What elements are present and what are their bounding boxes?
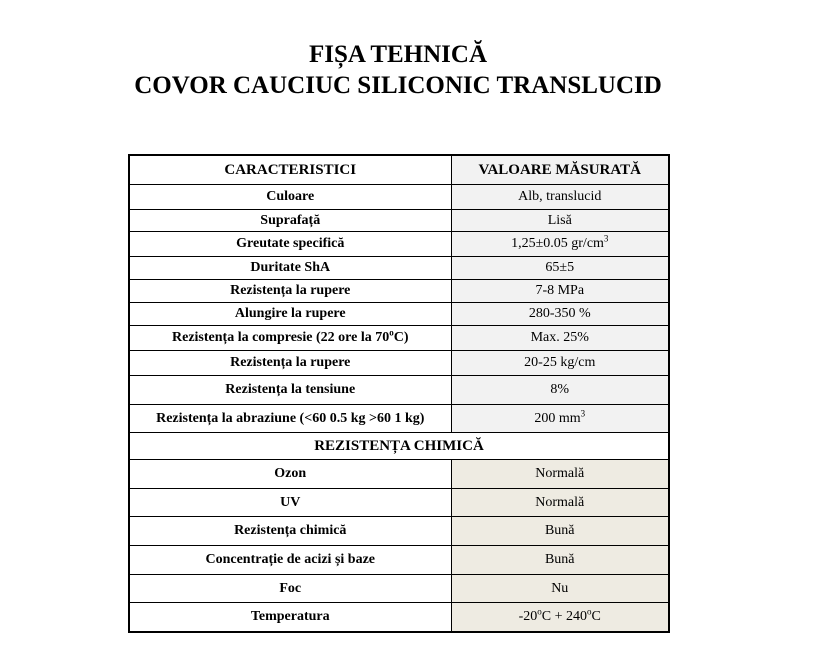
property-value: 280-350 % xyxy=(451,303,669,326)
table-row xyxy=(129,232,669,257)
table-row xyxy=(129,405,669,433)
header-characteristics: CARACTERISTICI xyxy=(129,155,451,185)
technical-specs-table xyxy=(128,154,670,633)
table-row xyxy=(129,517,669,546)
property-label: UV xyxy=(129,489,451,517)
property-label: Ozon xyxy=(129,460,451,489)
property-value: Lisă xyxy=(451,210,669,232)
table-header-row xyxy=(129,155,669,185)
superscript: o xyxy=(537,606,542,617)
property-value: Max. 25% xyxy=(451,326,669,351)
superscript: 3 xyxy=(580,407,586,418)
property-value: 7-8 MPa xyxy=(451,280,669,303)
table-row xyxy=(129,257,669,280)
table-row xyxy=(129,185,669,210)
property-label: Suprafață xyxy=(129,210,451,232)
property-value: Nu xyxy=(451,575,669,603)
table-row xyxy=(129,210,669,232)
property-label: Rezistența la rupere xyxy=(129,280,451,303)
document-subtitle: COVOR CAUCIUC SILICONIC TRANSLUCID xyxy=(134,72,662,99)
table-row xyxy=(129,351,669,376)
table-row xyxy=(129,603,669,633)
property-label: Rezistența chimică xyxy=(129,517,451,546)
chemical-resistance-title: REZISTENȚA CHIMICĂ xyxy=(129,433,669,460)
property-value: Bună xyxy=(451,517,669,546)
property-label: Alungire la rupere xyxy=(129,303,451,326)
value-text: -20 xyxy=(518,609,538,624)
document-title: FIȘA TEHNICĂ xyxy=(308,41,488,68)
value-text: C xyxy=(591,609,601,624)
property-label: Concentrație de acizi și baze xyxy=(129,546,451,575)
table-row xyxy=(129,489,669,517)
table-row xyxy=(129,376,669,405)
table-row xyxy=(129,575,669,603)
table-row xyxy=(129,303,669,326)
property-value: 65±5 xyxy=(451,257,669,280)
property-label: Greutate specifică xyxy=(129,232,451,257)
property-value xyxy=(451,603,669,633)
value-text: 1,25±0.05 gr/cm xyxy=(511,236,604,251)
superscript: 3 xyxy=(603,233,609,244)
property-value: 8% xyxy=(451,376,669,405)
section-header-row xyxy=(129,433,669,460)
property-value: Normală xyxy=(451,460,669,489)
label-text: Rezistența la compresie (22 ore la 70 xyxy=(172,330,390,345)
header-measured-value: VALOARE MĂSURATĂ xyxy=(451,155,669,185)
property-value: Bună xyxy=(451,546,669,575)
value-text: 200 mm xyxy=(534,410,581,426)
property-value: 20-25 kg/cm xyxy=(451,351,669,376)
label-text: C) xyxy=(393,330,409,345)
property-label: Duritate ShA xyxy=(129,257,451,280)
superscript: o xyxy=(587,606,592,617)
property-label: Temperatura xyxy=(129,603,451,633)
property-label: Rezistența la abraziune (<60 0.5 kg >60 1 kg) xyxy=(129,405,451,433)
table-row xyxy=(129,280,669,303)
property-value xyxy=(451,405,669,433)
value-text: C + 240 xyxy=(541,609,588,624)
property-label: Foc xyxy=(129,575,451,603)
property-value: Alb, translucid xyxy=(451,185,669,210)
table-row xyxy=(129,460,669,489)
superscript: o xyxy=(389,327,394,338)
property-label xyxy=(129,326,451,351)
property-label: Rezistența la tensiune xyxy=(129,376,451,405)
property-value: Normală xyxy=(451,489,669,517)
table-row xyxy=(129,546,669,575)
property-label: Culoare xyxy=(129,185,451,210)
table-row xyxy=(129,326,669,351)
property-label: Rezistența la rupere xyxy=(129,351,451,376)
property-value xyxy=(451,232,669,257)
